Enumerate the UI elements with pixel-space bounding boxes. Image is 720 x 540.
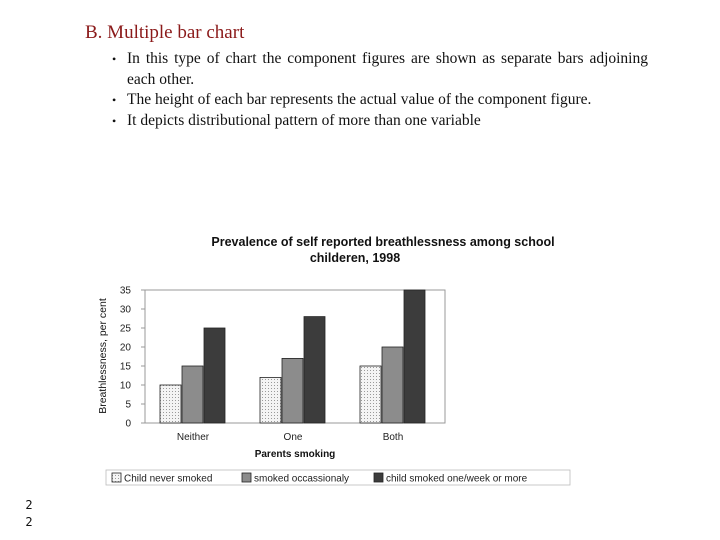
- legend-label: smoked occassionaly: [254, 473, 350, 485]
- bullet-dot-icon: •: [112, 113, 117, 128]
- legend-label: Child never smoked: [124, 473, 213, 485]
- y-tick-label: 5: [125, 399, 131, 411]
- y-tick-label: 35: [119, 285, 131, 297]
- page-number-digit: 2: [25, 515, 33, 529]
- bullet-list: [112, 49, 648, 131]
- page-number-digit: 2: [25, 498, 33, 512]
- legend-label: child smoked one/week or more: [386, 473, 528, 485]
- x-tick-label: Both: [382, 432, 404, 443]
- y-tick-label: 20: [119, 342, 131, 354]
- legend-swatch: [374, 473, 383, 482]
- bullet-item: [112, 49, 648, 90]
- y-tick-label: 10: [119, 380, 131, 392]
- y-axis-label: Breathlessness, per cent: [97, 298, 109, 414]
- bullet-text: The height of each bar represents the actual value of the component figure.: [127, 91, 592, 108]
- bullet-item: [112, 111, 648, 132]
- chart-legend: [106, 470, 570, 485]
- bar-chart: [90, 228, 630, 490]
- bar-smoked-occassionaly: [282, 358, 303, 423]
- bullet-text: It depicts distributional pattern of more than one variable: [127, 111, 481, 129]
- y-tick-label: 30: [119, 304, 131, 316]
- y-tick-label: 15: [119, 361, 131, 373]
- y-tick-label: 25: [119, 323, 131, 335]
- bar-child-never-smoked: [160, 385, 181, 423]
- x-axis-label: Parents smoking: [254, 449, 336, 460]
- bar-child-never-smoked: [360, 366, 381, 423]
- legend-swatch: [242, 473, 251, 482]
- chart-title-line-2: childeren, 1998: [309, 251, 401, 265]
- bullet-item: [112, 90, 648, 111]
- bar-child-never-smoked: [260, 377, 281, 423]
- legend-swatch: [112, 473, 121, 482]
- bullet-dot-icon: •: [112, 93, 117, 107]
- bullet-dot-icon: •: [112, 52, 117, 66]
- chart-title-line-1: Prevalence of self reported breathlessness among school: [211, 235, 555, 249]
- page-number: [24, 497, 34, 531]
- bar-child-smoked-one-week-or-more: [304, 317, 325, 423]
- x-tick-label: Neither: [176, 432, 210, 443]
- bar-child-smoked-one-week-or-more: [204, 328, 225, 423]
- bar-smoked-occassionaly: [182, 366, 203, 423]
- bar-smoked-occassionaly: [382, 347, 403, 423]
- chart-marks: [120, 286, 425, 444]
- y-tick-label: 0: [125, 418, 131, 430]
- bar-child-smoked-one-week-or-more: [404, 290, 425, 423]
- x-tick-label: One: [283, 432, 303, 443]
- bullet-text: In this type of chart the component figures are shown as separate bars adjoining each other.: [127, 50, 648, 88]
- slide-title: B. Multiple bar chart: [85, 22, 245, 43]
